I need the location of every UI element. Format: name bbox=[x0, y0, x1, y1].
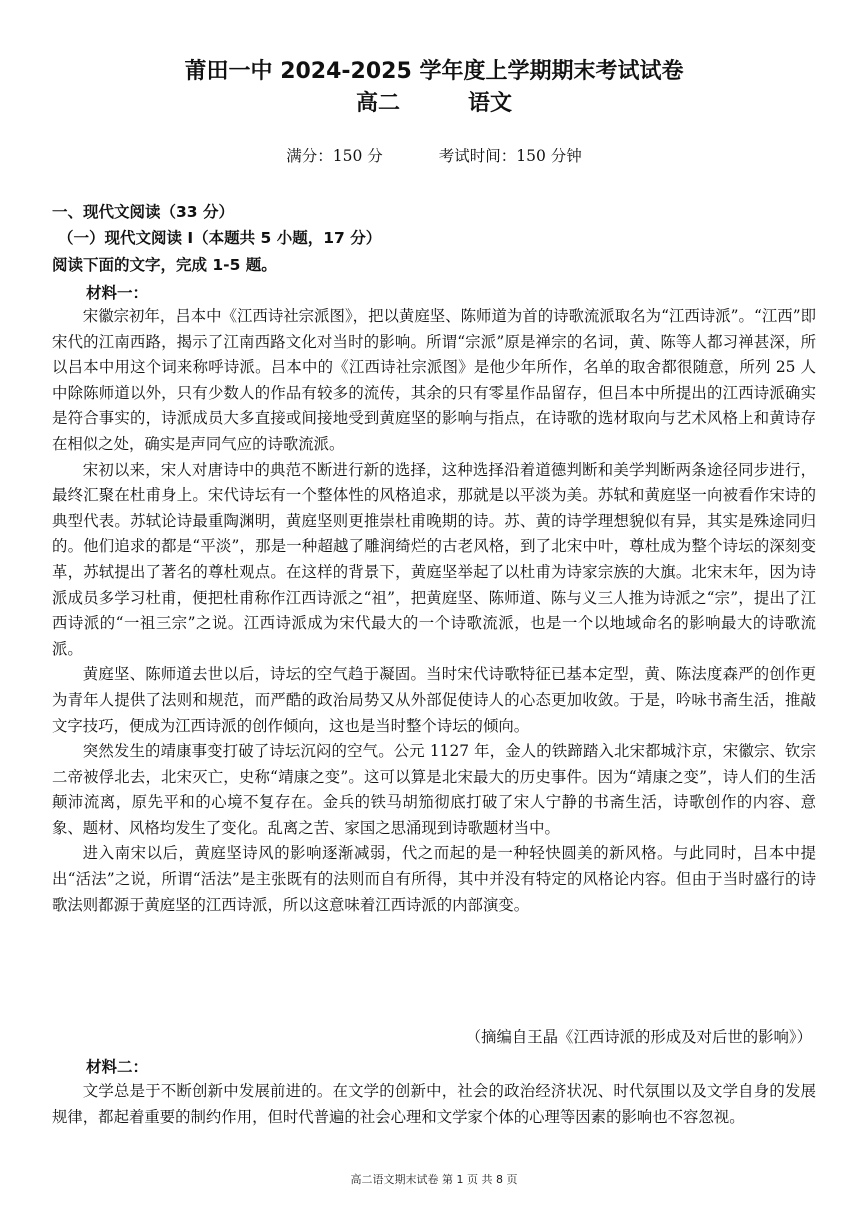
material-two-label: 材料二： bbox=[86, 1058, 149, 1076]
grade-label: 高二 bbox=[355, 91, 400, 116]
paragraph: 突然发生的靖康事变打破了诗坛沉闷的空气。公元 1127 年，金人的铁蹄踏入北宋都城汴京，宋徽宗、钦宗二帝被俘北去，北宋灭亡，史称“靖康之变”。这可以算是北宋最大的历史事件。因为“靖康之变”，诗人们的生活颠沛流离，原先平和的心境不复存在。金兵的铁马胡笳彻底打破了宋人宁静的书斋生活，诗歌创作的内容、意象、题材、风格均发生了变化。乱离之苦、家国之思涌现到诗歌题材当中。 bbox=[52, 742, 816, 837]
paragraph: 黄庭坚、陈师道去世以后，诗坛的空气趋于凝固。当时宋代诗歌特征已基本定型，黄、陈法度森严的创作更为青年人提供了法则和规范，而严酷的政治局势又从外部促使诗人的心态更加收敛。于是，吟咏书斋生活，推敲文字技巧，便成为江西诗派的创作倾向，这也是当时整个诗坛的倾向。 bbox=[52, 665, 816, 735]
material-one-text bbox=[52, 304, 816, 918]
subject-label: 语文 bbox=[468, 91, 513, 116]
paragraph: 文学总是于不断创新中发展前进的。在文学的创新中，社会的政治经济状况、时代氛围以及文学自身的发展规律，都起着重要的制约作用，但时代普遍的社会心理和文学家个体的心理等因素的影响也不容忽视。 bbox=[52, 1082, 816, 1126]
exam-time: 考试时间：150 分钟 bbox=[438, 147, 582, 165]
material-two-text bbox=[52, 1079, 816, 1130]
paragraph: 宋初以来，宋人对唐诗中的典范不断进行新的选择，这种选择沿着道德判断和美学判断两条途径同步进行，最终汇聚在杜甫身上。宋代诗坛有一个整体性的风格追求，那就是以平淡为美。苏轼和黄庭坚一向被看作宋诗的典型代表。苏轼论诗最重陶渊明，黄庭坚则更推崇杜甫晚期的诗。苏、黄的诗学理想貌似有异，其实是殊途同归的。他们追求的都是“平淡”，那是一种超越了雕润绮烂的古老风格，到了北宋中叶，尊杜成为整个诗坛的深刻变革，苏轼提出了著名的尊杜观点。在这样的背景下，黄庭坚举起了以杜甫为诗家宗族的大旗。北宋末年，因为诗派成员多学习杜甫，便把杜甫称作江西诗派之“祖”，把黄庭坚、陈师道、陈与义三人推为诗派之“宗”，提出了江西诗派的“一祖三宗”之说。江西诗派成为宋代最大的一个诗歌流派，也是一个以地域命名的影响最大的诗歌流派。 bbox=[52, 460, 816, 658]
exam-info bbox=[0, 144, 868, 166]
exam-title: 莆田一中 2024-2025 学年度上学期期末考试试卷 bbox=[184, 59, 684, 84]
exam-subtitle bbox=[0, 86, 868, 117]
material-one-source: （摘编自王晶《江西诗派的形成及对后世的影响》） bbox=[465, 1028, 812, 1046]
paragraph: 进入南宋以后，黄庭坚诗风的影响逐渐减弱，代之而起的是一种轻快圆美的新风格。与此同时，吕本中提出“活法”之说，所谓“活法”是主张既有的法则而自有所得，其中并没有特定的风格论内容。但由于当时盛行的诗歌法则都源于黄庭坚的江西诗派，所以这意味着江西诗派的内部演变。 bbox=[52, 844, 816, 914]
page-footer: 高二语文期末试卷 第 1 页 共 8 页 bbox=[350, 1173, 518, 1186]
sub-section-heading: （一）现代文阅读 I（本题共 5 小题，17 分） bbox=[58, 229, 382, 247]
material-one-label: 材料一： bbox=[86, 284, 149, 302]
section-heading: 一、现代文阅读（33 分） bbox=[52, 203, 234, 221]
reading-instruction: 阅读下面的文字，完成 1-5 题。 bbox=[52, 256, 277, 274]
full-marks: 满分：150 分 bbox=[286, 147, 383, 165]
paragraph: 宋徽宗初年，吕本中《江西诗社宗派图》，把以黄庭坚、陈师道为首的诗歌流派取名为“江西诗派”。“江西”即宋代的江南西路，揭示了江南西路文化对当时的影响。所谓“宗派”原是禅宗的名词，黄、陈等人都习禅甚深，所以吕本中用这个词来称呼诗派。吕本中的《江西诗社宗派图》是他少年所作，名单的取舍都很随意，所列 25 人中除陈师道以外，只有少数人的作品有较多的流传，其余的只有零星作品留存，但吕本中所提出的江西诗派确实是符合事实的，诗派成员大多直接或间接地受到黄庭坚的影响与指点，在诗歌的选材取向与艺术风格上和黄诗存在相似之处，确实是声同气应的诗歌流派。 bbox=[52, 307, 816, 453]
